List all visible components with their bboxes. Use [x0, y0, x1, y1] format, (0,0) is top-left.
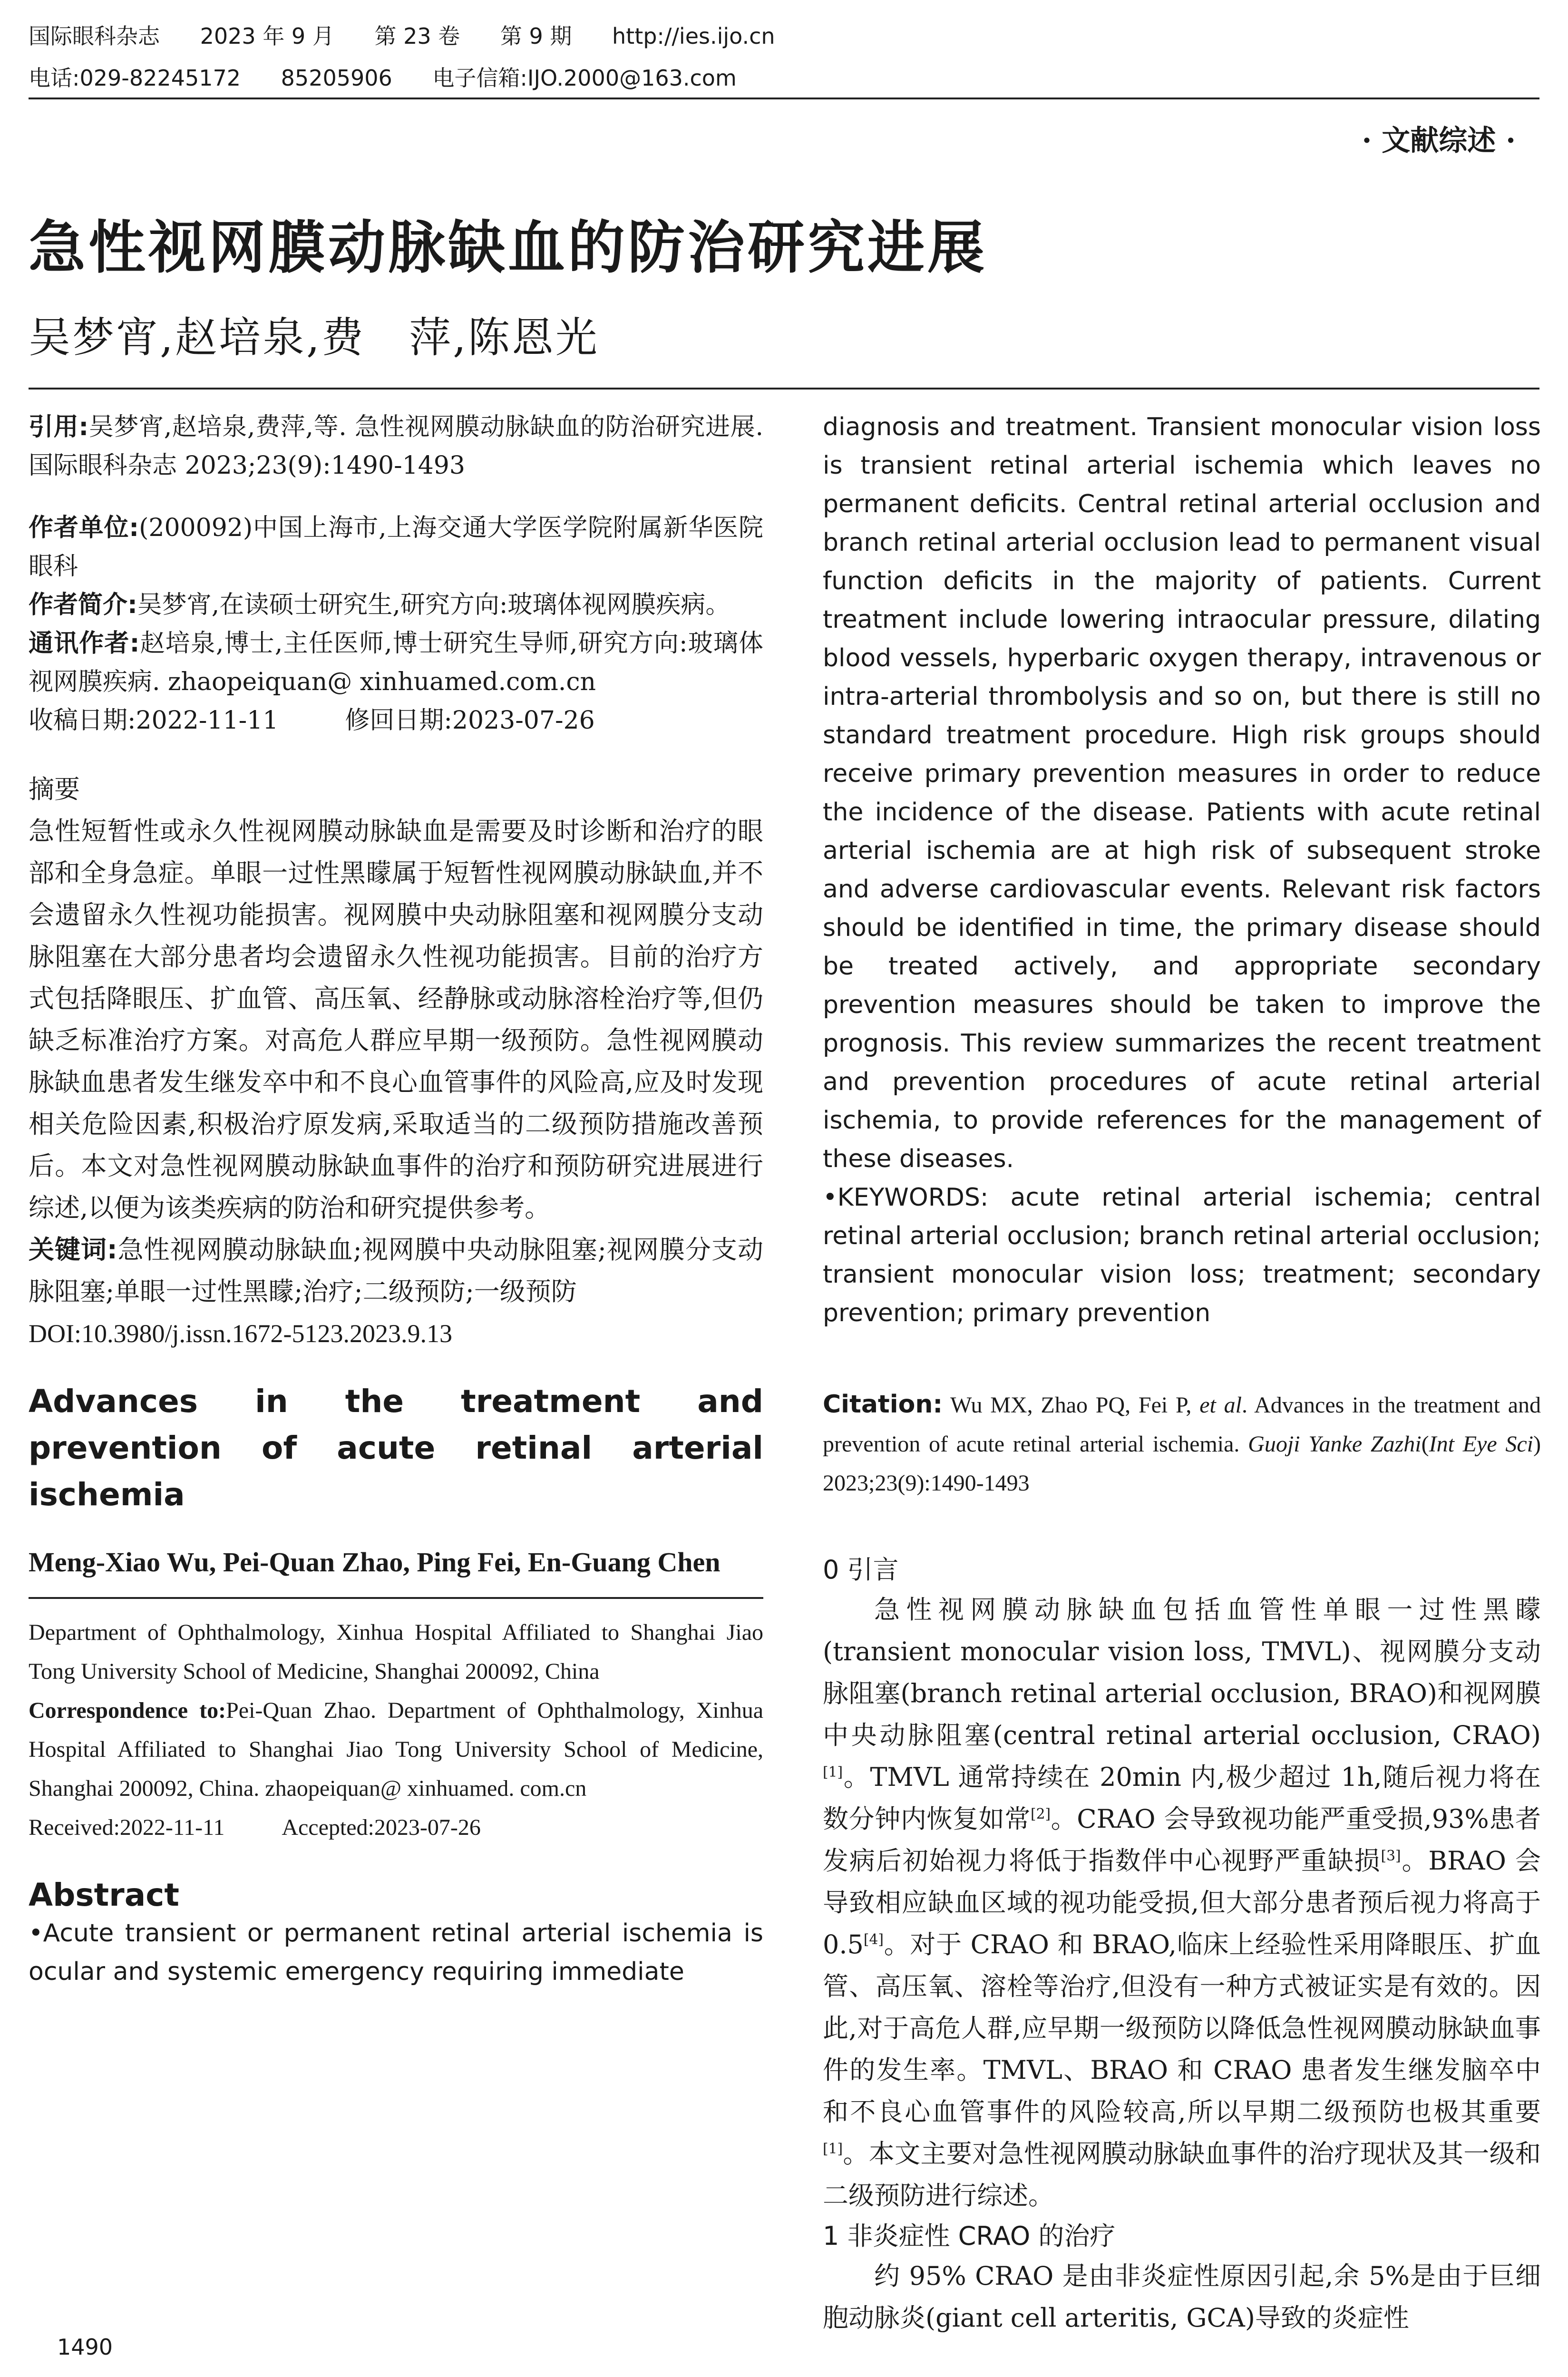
en-received: Received:2022-11-11: [29, 1815, 225, 1840]
author-bio: [29, 586, 763, 624]
en-abstract-text-left: • Acute transient or permanent retinal arterial ischemia is ocular and systemic emergency requiring immediate: [29, 1914, 763, 1991]
en-citation-etal: et al: [1199, 1393, 1242, 1418]
en-accepted: Accepted:2023-07-26: [282, 1815, 481, 1840]
citation-cn: [29, 408, 763, 485]
issue: 第 9 期: [500, 23, 572, 49]
doi[interactable]: DOI:10.3980/j.issn.1672-5123.2023.9.13: [29, 1319, 452, 1348]
citation-label: 引用:: [29, 413, 89, 441]
corr-text: 赵培泉,博士,主任医师,博士研究生导师,研究方向:玻璃体视网膜疾病. zhaopeiquan@ xinhuamed.com.cn: [29, 629, 764, 696]
intro-text-a: 急性视网膜动脉缺血包括血管性单眼一过性黑矇(transient monocular vision loss, TMVL)、视网膜分支动脉阻塞(branch retinal arterial occlusion, BRAO)和视网膜中央动脉阻塞(central retinal arterial occlusion, CRAO): [823, 1595, 1541, 1750]
affil-label: 作者单位:: [29, 514, 139, 542]
en-citation-label: Citation:: [823, 1390, 943, 1419]
title-rule: [29, 388, 1539, 390]
authors: 吴梦宵,赵培泉,费 萍,陈恩光: [29, 313, 599, 362]
en-correspondence: [29, 1691, 763, 1808]
en-corr-text: Pei-Quan Zhao. Department of Ophthalmology, Xinhua Hospital Affiliated to Shanghai Jiao Tong University School of Medicine, Shanghai 200092, China. zhaopeiquan@ xinhuamed. com.cn: [29, 1698, 764, 1801]
en-abstract-text-right: diagnosis and treatment. Transient monocular vision loss is transient retinal arterial ischemia which leaves no permanent deficits. Central retinal arterial occlusion and branch retinal arterial occlusion lead to permanent visual function deficits in the majority of patients. Current treatment include lowering intraocular pressure, dilating blood vessels, hyperbaric oxygen therapy, intravenous or intra-arterial thrombolysis and so on, but there is still no standard treatment procedure. High risk groups should receive primary prevention measures in order to reduce the incidence of the disease. Patients with acute retinal arterial ischemia are at high risk of subsequent stroke and adverse cardiovascular events. Relevant risk factors should be identified in time, the primary disease should be treated actively, and appropriate secondary prevention measures should be taken to improve the prognosis. This review summarizes the recent treatment and prevention procedures of acute retinal arterial ischemia, to provide references for the management of these diseases.: [823, 413, 1541, 1173]
ref-4[interactable]: [4]: [863, 1931, 884, 1948]
revised-label: 修回日期:: [345, 706, 452, 735]
intro-paragraph: [823, 1589, 1541, 2217]
cn-abstract-text: 急性短暂性或永久性视网膜动脉缺血是需要及时诊断和治疗的眼部和全身急症。单眼一过性黑矇属于短暂性视网膜动脉缺血,并不会遗留永久性视功能损害。视网膜中央动脉阻塞和视网膜分支动脉阻塞在大部分患者均会遗留永久性视功能损害。目前的治疗方式包括降眼压、扩血管、高压氧、经静脉或动脉溶栓治疗等,但仍缺乏标准治疗方案。对高危人群应早期一级预防。急性视网膜动脉缺血患者发生继发卒中和不良心血管事件的风险高,应及时发现相关危险因素,积极治疗原发病,采取适当的二级预防措施改善预后。本文对急性视网膜动脉缺血事件的治疗和预防研究进展进行综述,以便为该类疾病的防治和研究提供参考。: [29, 816, 763, 1223]
en-citation-journal-en: Int Eye Sci: [1429, 1432, 1534, 1457]
received-date: 2022-11-11: [136, 706, 279, 735]
cn-keywords-text: 急性视网膜动脉缺血;视网膜中央动脉阻塞;视网膜分支动脉阻塞;单眼一过性黑矇;治疗;二级预防;一级预防: [29, 1235, 763, 1306]
affiliation: [29, 509, 763, 586]
en-title: Advances in the treatment and prevention of acute retinal arterial ischemia: [29, 1383, 763, 1513]
en-keywords-text: acute retinal arterial ischemia; central retinal arterial occlusion; branch retinal arterial occlusion; transient monocular vision loss; treatment; secondary prevention; primary prevention: [823, 1183, 1541, 1327]
intro-text-f: 。本文主要对急性视网膜动脉缺血事件的治疗现状及其一级和二级预防进行综述。: [823, 2139, 1541, 2211]
en-dates: [29, 1808, 763, 1847]
dates-cn: [29, 701, 763, 740]
affil-text: (200092)中国上海市,上海交通大学医学院附属新华医院眼科: [29, 514, 764, 581]
en-citation-journal: Guoji Yanke Zazhi: [1248, 1432, 1422, 1457]
revised-date: 2023-07-26: [452, 706, 595, 735]
en-citation-b: . Advances in the treatment and prevention of acute retinal arterial ischemia.: [823, 1393, 1541, 1457]
en-citation: Citation: Wu MX, Zhao PQ, Fei P, et al. Advances in the treatment and prevention of acute retinal arterial ischemia. Guoji Yanke Zazhi(Int Eye Sci) 2023;23(9):1490-1493: [823, 1390, 1541, 1496]
header-rule: [29, 97, 1539, 99]
journal-header-line1: [29, 19, 808, 50]
en-keywords: [823, 1179, 1541, 1333]
cn-abstract-heading: 摘要: [29, 774, 80, 804]
cn-keywords: [29, 1229, 763, 1313]
en-corr-label: Correspondence to:: [29, 1698, 226, 1723]
journal-name: 国际眼科杂志: [29, 23, 160, 49]
journal-header-line2: [29, 61, 770, 92]
corresponding-author: [29, 624, 763, 701]
bio-label: 作者简介:: [29, 591, 137, 619]
article-title: 急性视网膜动脉缺血的防治研究进展: [29, 215, 987, 281]
en-abstract-heading: Abstract: [29, 1877, 179, 1913]
bio-text: 吴梦宵,在读硕士研究生,研究方向:玻璃体视网膜疾病。: [137, 591, 730, 619]
cn-keywords-label: 关键词:: [29, 1235, 117, 1265]
en-dept: Department of Ophthalmology, Xinhua Hospital Affiliated to Shanghai Jiao Tong University School of Medicine, Shanghai 200092, China: [29, 1620, 763, 1684]
intro-text-e: 。对于 CRAO 和 BRAO,临床上经验性采用降眼压、扩血管、高压氧、溶栓等治疗,但没有一种方式被证实是有效的。因此,对于高危人群,应早期一级预防以降低急性视网膜动脉缺血事件的发生率。TMVL、BRAO 和 CRAO 患者发生继发脑卒中和不良心血管事件的风险较高,所以早期二级预防也极其重要: [823, 1929, 1541, 2127]
en-meta: [29, 1613, 763, 1847]
section1-text: 约 95% CRAO 是由非炎症性原因引起,余 5%是由于巨细胞动脉炎(giant cell arteritis, GCA)导致的炎症性: [823, 2261, 1541, 2333]
phone-2: 85205906: [281, 65, 392, 91]
left-column: [29, 408, 763, 1991]
en-keywords-label: KEYWORDS:: [837, 1183, 989, 1212]
volume: 第 23 卷: [374, 23, 460, 49]
email[interactable]: 电子信箱:IJO.2000@163.com: [432, 65, 737, 91]
en-citation-c: 2023;23(9):1490-1493: [823, 1471, 1030, 1496]
issue-date: 2023 年 9 月: [200, 23, 334, 49]
intro-text-d: 。BRAO 会导致相应缺血区域的视功能受损,但大部分患者预后视力将高于 0.5: [823, 1846, 1541, 1959]
en-authors: Meng-Xiao Wu, Pei-Quan Zhao, Ping Fei, En-Guang Chen: [29, 1542, 763, 1599]
cn-abstract: [29, 769, 763, 1354]
received-label: 收稿日期:: [29, 706, 136, 735]
section1-heading: 1 非炎症性 CRAO 的治疗: [823, 2221, 1116, 2251]
intro-text-c: 。CRAO 会导致视功能严重受损,93%患者发病后初始视力将低于指数伴中心视野严重缺损: [823, 1804, 1541, 1876]
journal-url[interactable]: http://ies.ijo.cn: [612, 23, 775, 49]
ref-5[interactable]: [1]: [823, 2141, 843, 2157]
page-number: 1490: [57, 2334, 113, 2360]
ref-1[interactable]: [1]: [823, 1764, 843, 1781]
en-citation-a: Wu MX, Zhao PQ, Fei P,: [950, 1393, 1192, 1418]
citation-text: 吴梦宵,赵培泉,费萍,等. 急性视网膜动脉缺血的防治研究进展. 国际眼科杂志 2023;23(9):1490-1493: [29, 413, 763, 480]
ref-3[interactable]: [3]: [1381, 1848, 1401, 1864]
corr-label: 通讯作者:: [29, 629, 140, 658]
intro-heading: 0 引言: [823, 1555, 899, 1585]
section-tag: · 文献综述 ·: [1362, 124, 1516, 157]
intro-text-b: 。TMVL 通常持续在 20min 内,极少超过 1h,随后视力将在数分钟内恢复如常: [823, 1762, 1541, 1834]
cn-meta: [29, 408, 763, 740]
right-column: [823, 408, 1541, 2339]
phone: 电话:029-82245172: [29, 65, 241, 91]
ref-2[interactable]: [2]: [1030, 1806, 1051, 1822]
